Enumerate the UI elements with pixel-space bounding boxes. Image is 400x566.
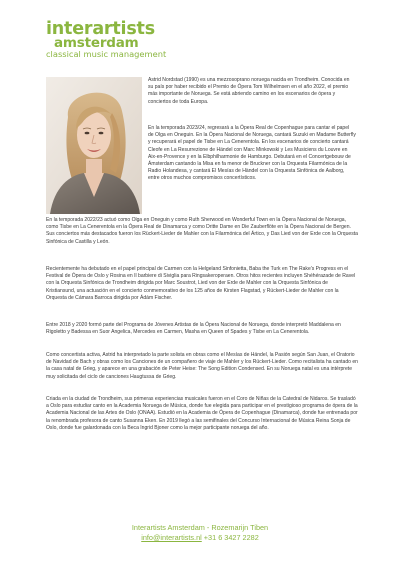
bio-paragraph-3: En la temporada 2022/23 actuó como Olga en Oneguin y como Ruth Sherwood en Wonderful Town en la Ópera Nacional de Noruega, como Tisbe en La Cenerentola en la Ópera Real de Dinamarca y como Dritte Dame en Die Zauberflöte en la Ópera Nacional de Bergen. Sus conciertos más destacados fueron los Rückert-Lieder de Mahler con la Filarmónica del Ártico, y Das Lied von der Erde con la Orquesta Sinfónica de Castilla y León. <box>46 217 358 245</box>
bio-paragraph-4: Recientemente ha debutado en el papel principal de Carmen con la Helgeland Sinfonietta, Baba the Turk en The Rake's Progress en el Festival de Ópera de Oslo y Rosina en Il barbiere di Siviglia para Ringsakeroperaen. Otros hitos recientes incluyen Shéhérazade de Ravel con la Orquesta Sinfónica de Trondheim dirigida por Marc Soustrot, Lied von der Erde de Mahler con la Orquesta Sinfónica de Kristiansund, una actuación en el concierto conmemorativo de los 125 años de Kirsten Flagstad, y Rückert-Lieder de Mahler con la Orquesta de Cámara Barroca dirigida por Ádám Fischer. <box>46 266 356 301</box>
logo-line-amsterdam: amsterdam <box>54 35 139 51</box>
bio-paragraph-6: Como concertista activa, Astrid ha interpretado la parte solista en obras como el Mesías de Händel, la Pasión según San Juan, el Oratorio de Navidad de Bach y obras como los Canciones de un compañero de viaje de Mahler y los Rückert-Lieder. Como recitalista ha cantado en la casa natal de Grieg, y aparece en una grabación de Peter Heise: The Song Edition Condensed. En su Noruega natal es una intérprete muy solicitada del ciclo de canciones Haugtussa de Grieg. <box>46 352 358 380</box>
bio-paragraph-5: Entre 2018 y 2020 formó parte del Programa de Jóvenes Artistas de la Ópera Nacional de Noruega, donde interpretó Maddalena en Rigoletto y Badessa en Suor Angelica, Mercedes en Carmen, Masha en Queen of Spades y Tisbe en La Cenerentola. <box>46 322 341 336</box>
bio-paragraph-7: Criada en la ciudad de Trondheim, sus primeras experiencias musicales fueron en el Coro de Niñas de la Catedral de Nidaros. Se trasladó a Oslo para estudiar canto en la Academia Noruega de Música, donde fue elegida para participar en el prestigioso programa de ópera de la Academia Nacional de las Artes de Oslo (ONAA). Estudió en la Academia de Ópera de Copenhague (Dinamarca), donde fue entrenada por la renombrada profesora de canto Susanna Eken. En 2019 llegó a las semifinales del Concurso Internacional de Música Reina Sonja de Oslo, donde fue galardonada con la Beca Ingrid Bjoner como la mejor participante noruega del año. <box>46 396 358 431</box>
footer-contact-line <box>0 533 400 543</box>
footer-phone: +31 6 3427 2282 <box>201 533 259 542</box>
portrait-illustration <box>46 77 142 214</box>
footer-email-link[interactable]: info@interartists.nl <box>141 533 202 542</box>
bio-paragraph-1: Astrid Nordstad (1990) es una mezzosoprano noruega nacida en Trondheim. Conocida en su país por haber recibido el Premio de Ópera Tom Wilhelmsen en el año 2022, el premio más importante de Noruega. Se está abriendo camino en los escenarios de ópera y conciertos de toda Europa. <box>148 77 350 105</box>
footer-contact <box>0 523 400 543</box>
company-logo <box>46 21 246 60</box>
portrait-photo <box>46 77 142 214</box>
logo-line-interartists: interartists <box>46 19 155 39</box>
bio-paragraph-2: En la temporada 2023/24, regresará a la Ópera Real de Copenhague para cantar el papel de Olga en Oneguin. En la Ópera Nacional de Noruega, cantará Suzuki en Madame Butterfly y recuperará el papel de Tisbe en La Cenerentola. En los escenarios de concierto cantará Cleofe en La Resurrezione de Händel con Marc Minkowski y Les Musiciens du Louvre en Aix-en-Provence y en la Elbphilharmonie de Hamburgo. Debutará en el Concertgebouw de Ámsterdam cantando la Misa en fa menor de Bruckner con la Orquesta Filarmónica de la Radio Holandesa, y cantará El Mesías de Händel con la Orquesta Sinfónica de Aalborg, entre otros muchos compromisos concertísticos. <box>148 125 356 182</box>
footer-agency-line: Interartists Amsterdam - Rozemarijn Tiben <box>131 523 269 532</box>
logo-tagline: classical music management <box>46 49 167 59</box>
